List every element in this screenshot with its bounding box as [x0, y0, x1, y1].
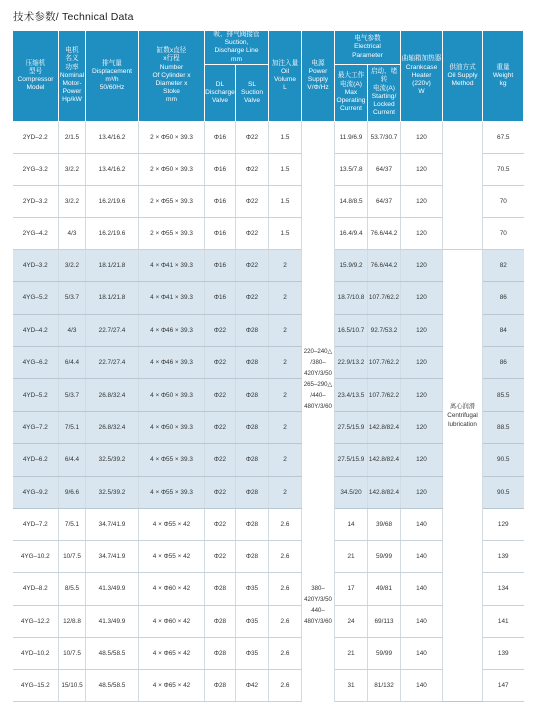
cell-heater: 120	[401, 444, 443, 476]
cell-locked-current: 69/113	[368, 605, 401, 637]
header-line: Diameter x	[155, 80, 188, 87]
cell-heater: 140	[401, 573, 443, 605]
cell-max-current: 11.9/6.9	[335, 121, 368, 153]
header-line: 最大工作	[337, 72, 365, 80]
cell-heater: 120	[401, 314, 443, 346]
cell-dl: Φ22	[205, 379, 236, 411]
header-line: Number	[159, 63, 184, 71]
cell-model: 4YG–6.2	[13, 346, 59, 378]
cell-sl: Φ22	[236, 153, 269, 185]
cell-displacement: 13.4/16.2	[86, 153, 139, 185]
cell-sl: Φ22	[236, 249, 269, 281]
cell-oil-volume: 2.6	[269, 541, 302, 573]
cell-weight: 70	[483, 185, 524, 217]
cell-heater: 120	[401, 411, 443, 443]
cell-cylinder: 4 × Φ60 × 42	[139, 573, 205, 605]
cell-locked-current: 64/37	[368, 185, 401, 217]
cell-line: 480Y/3/60	[304, 402, 332, 410]
cell-dl: Φ28	[205, 669, 236, 701]
header-line: 缸数x直径	[156, 47, 187, 55]
cell-weight: 70	[483, 217, 524, 249]
cell-dl: Φ22	[205, 346, 236, 378]
cell-oil-volume: 1.5	[269, 185, 302, 217]
cell-displacement: 18.1/21.8	[86, 249, 139, 281]
header-line: Suction,	[224, 39, 249, 47]
cell-cylinder: 4 × Φ50 × 39.3	[139, 379, 205, 411]
header-line: Stoke	[163, 88, 180, 96]
cell-motor-power: 6/4.4	[59, 346, 86, 378]
cell-model: 4YD–8.2	[13, 573, 59, 605]
cell-oil-volume: 1.5	[269, 121, 302, 153]
cell-model: 2YD–2.2	[13, 121, 59, 153]
cell-motor-power: 6/4.4	[59, 444, 86, 476]
header-line: 启动、堵转	[370, 68, 398, 84]
cell-cylinder: 4 × Φ55 × 39.3	[139, 444, 205, 476]
cell-cylinder: 4 × Φ50 × 39.3	[139, 411, 205, 443]
cell-line: Centrifugal	[447, 411, 478, 419]
header-line: 功率	[65, 63, 79, 71]
cell-oil-volume: 2	[269, 444, 302, 476]
header-line: 曲轴箱加热器	[401, 55, 442, 63]
cell-model: 4YG–9.2	[13, 476, 59, 508]
cell-heater: 120	[401, 379, 443, 411]
cell-oil-volume: 2.6	[269, 669, 302, 701]
header-line: 电气参数	[354, 35, 381, 43]
cell-cylinder: 4 × Φ55 × 39.3	[139, 476, 205, 508]
cell-motor-power: 7/5.1	[59, 411, 86, 443]
header-line: L	[283, 84, 287, 92]
header-line: Valve	[243, 96, 260, 104]
header-line: Discharge	[205, 88, 235, 96]
cell-weight: 84	[483, 314, 524, 346]
cell-cylinder: 4 × Φ65 × 42	[139, 637, 205, 669]
cell-weight: 139	[483, 541, 524, 573]
cell-cylinder: 4 × Φ41 × 39.3	[139, 249, 205, 281]
cell-sl: Φ28	[236, 444, 269, 476]
cell-max-current: 15.9/9.2	[335, 249, 368, 281]
cell-cylinder: 4 × Φ55 × 42	[139, 541, 205, 573]
cell-max-current: 16.4/9.4	[335, 217, 368, 249]
cell-weight: 139	[483, 637, 524, 669]
cell-model: 4YG–5.2	[13, 282, 59, 314]
cell-locked-current: 76.6/44.2	[368, 249, 401, 281]
cell-dl: Φ16	[205, 153, 236, 185]
cell-dl: Φ16	[205, 121, 236, 153]
cell-model: 4YG–7.2	[13, 411, 59, 443]
page-title: 技术参数/ Technical Data	[13, 11, 134, 23]
cell-sl: Φ22	[236, 282, 269, 314]
cell-line: 420Y/3/50	[304, 596, 332, 603]
cell-weight: 147	[483, 669, 524, 701]
cell-displacement: 18.1/21.8	[86, 282, 139, 314]
cell-sl: Φ28	[236, 541, 269, 573]
cell-sl: Φ42	[236, 669, 269, 701]
header-line: Nominal	[59, 71, 85, 79]
cell-displacement: 22.7/27.4	[86, 346, 139, 378]
header-line: 名义	[65, 55, 79, 63]
header-line: Compressor	[17, 75, 54, 83]
cell-motor-power: 4/3	[59, 217, 86, 249]
header-electrical	[335, 31, 401, 65]
cell-locked-current: 142.8/82.4	[368, 444, 401, 476]
cell-sl: Φ28	[236, 379, 269, 411]
cell-displacement: 48.5/58.5	[86, 637, 139, 669]
header-line: 电流(A)	[340, 80, 362, 88]
cell-cylinder: 4 × Φ60 × 42	[139, 605, 205, 637]
cell-sl: Φ28	[236, 476, 269, 508]
cell-sl: Φ28	[236, 346, 269, 378]
header-line: Weight	[492, 71, 514, 79]
header-line: Motor-	[62, 80, 82, 87]
cell-weight: 70.5	[483, 153, 524, 185]
header-line: Heater	[411, 71, 432, 79]
cell-locked-current: 59/99	[368, 637, 401, 669]
cell-oil-volume: 2	[269, 346, 302, 378]
table-row	[13, 249, 524, 281]
cell-model: 2YG–4.2	[13, 217, 59, 249]
cell-heater: 120	[401, 346, 443, 378]
cell-dl: Φ16	[205, 185, 236, 217]
cell-cylinder: 4 × Φ65 × 42	[139, 669, 205, 701]
cell-max-current: 14.8/8.5	[335, 185, 368, 217]
cell-line: lubrication	[448, 420, 477, 428]
header-line: 电机	[65, 47, 79, 55]
cell-cylinder: 2 × Φ55 × 39.3	[139, 185, 205, 217]
cell-heater: 120	[401, 185, 443, 217]
cell-model: 4YD–6.2	[13, 444, 59, 476]
cell-displacement: 16.2/19.6	[86, 217, 139, 249]
cell-heater: 120	[401, 282, 443, 314]
cell-motor-power: 10/7.5	[59, 637, 86, 669]
cell-max-current: 17	[335, 573, 368, 605]
cell-max-current: 31	[335, 669, 368, 701]
cell-max-current: 24	[335, 605, 368, 637]
header-line: kg	[499, 80, 507, 87]
cell-motor-power: 8/5.5	[59, 573, 86, 605]
cell-heater: 140	[401, 637, 443, 669]
header-line: Current	[373, 109, 395, 117]
cell-weight: 129	[483, 508, 524, 540]
cell-sl: Φ22	[236, 217, 269, 249]
cell-heater: 140	[401, 541, 443, 573]
technical-data-table	[12, 30, 524, 702]
header-line: 供油方式	[449, 63, 476, 71]
cell-motor-power: 3/2.2	[59, 153, 86, 185]
header-line: (220v)	[412, 80, 431, 87]
cell-power-supply	[302, 508, 335, 701]
cell-heater: 140	[401, 669, 443, 701]
header-line: Method	[451, 80, 474, 87]
cell-dl: Φ16	[205, 217, 236, 249]
header-suction-discharge	[205, 31, 269, 65]
cell-cylinder: 4 × Φ41 × 39.3	[139, 282, 205, 314]
cell-displacement: 16.2/19.6	[86, 185, 139, 217]
cell-max-current: 34.5/20	[335, 476, 368, 508]
cell-motor-power: 9/6.6	[59, 476, 86, 508]
header-line: 压缩机	[25, 59, 46, 67]
cell-max-current: 21	[335, 541, 368, 573]
header-line: 50/60Hz	[99, 84, 125, 92]
header-line: Crankcase	[405, 63, 438, 71]
cell-sl: Φ35	[236, 573, 269, 605]
cell-motor-power: 5/3.7	[59, 282, 86, 314]
cell-sl: Φ35	[236, 637, 269, 669]
header-line: V/Φ/Hz	[307, 84, 329, 92]
header-dl	[205, 64, 236, 121]
cell-line: 265–290△	[303, 380, 333, 388]
cell-heater: 140	[401, 508, 443, 540]
cell-model: 4YD–10.2	[13, 637, 59, 669]
cell-locked-current: 39/68	[368, 508, 401, 540]
header-sl	[236, 64, 269, 121]
cell-locked-current: 107.7/62.2	[368, 379, 401, 411]
cell-cylinder: 2 × Φ55 × 39.3	[139, 217, 205, 249]
cell-weight: 86	[483, 346, 524, 378]
cell-dl: Φ16	[205, 249, 236, 281]
cell-oil-volume: 2.6	[269, 573, 302, 605]
cell-sl: Φ35	[236, 605, 269, 637]
cell-displacement: 32.5/39.2	[86, 476, 139, 508]
cell-oil-volume: 2	[269, 282, 302, 314]
cell-dl: Φ22	[205, 541, 236, 573]
header-line: Hp/kW	[62, 96, 82, 104]
cell-motor-power: 10/7.5	[59, 541, 86, 573]
header-line: 加注入量	[271, 59, 299, 67]
header-line: Oil Supply	[447, 71, 478, 79]
header-displacement	[86, 31, 139, 122]
cell-model: 4YD–4.2	[13, 314, 59, 346]
cell-dl: Φ16	[205, 282, 236, 314]
cell-cylinder: 4 × Φ46 × 39.3	[139, 346, 205, 378]
cell-locked-current: 142.8/82.4	[368, 411, 401, 443]
cell-weight: 134	[483, 573, 524, 605]
cell-displacement: 34.7/41.9	[86, 508, 139, 540]
cell-dl: Φ22	[205, 476, 236, 508]
header-line: Locked	[373, 101, 395, 109]
cell-oil-volume: 1.5	[269, 217, 302, 249]
cell-power-supply	[302, 121, 335, 249]
cell-weight: 67.5	[483, 121, 524, 153]
cell-heater: 120	[401, 217, 443, 249]
cell-max-current: 16.5/10.7	[335, 314, 368, 346]
cell-heater: 120	[401, 153, 443, 185]
header-oil-method	[443, 31, 483, 122]
cell-model: 4YG–12.2	[13, 605, 59, 637]
cell-max-current: 13.5/7.8	[335, 153, 368, 185]
cell-motor-power: 3/2.2	[59, 249, 86, 281]
cell-sl: Φ28	[236, 411, 269, 443]
cell-cylinder: 4 × Φ46 × 39.3	[139, 314, 205, 346]
header-model	[13, 31, 59, 122]
header-power-supply	[302, 31, 335, 122]
cell-oil-volume: 1.5	[269, 153, 302, 185]
header-line: W	[418, 88, 425, 96]
cell-dl: Φ22	[205, 444, 236, 476]
cell-oil-method	[443, 121, 483, 249]
cell-line: 420Y/3/50	[304, 369, 332, 377]
cell-displacement: 26.8/32.4	[86, 379, 139, 411]
cell-dl: Φ22	[205, 314, 236, 346]
cell-line: 380–	[311, 585, 325, 592]
cell-sl: Φ22	[236, 185, 269, 217]
cell-oil-volume: 2	[269, 476, 302, 508]
cell-displacement: 22.7/27.4	[86, 314, 139, 346]
cell-cylinder: 4 × Φ55 × 42	[139, 508, 205, 540]
cell-model: 4YD–3.2	[13, 249, 59, 281]
cell-max-current: 27.5/15.9	[335, 411, 368, 443]
cell-model: 4YD–7.2	[13, 508, 59, 540]
cell-locked-current: 59/99	[368, 541, 401, 573]
header-max-current	[335, 64, 368, 121]
cell-max-current: 18.7/10.8	[335, 282, 368, 314]
cell-max-current: 23.4/13.5	[335, 379, 368, 411]
cell-motor-power: 4/3	[59, 314, 86, 346]
header-line: Model	[26, 84, 45, 92]
cell-weight: 82	[483, 249, 524, 281]
cell-weight: 85.5	[483, 379, 524, 411]
header-line: Operating	[336, 96, 366, 104]
cell-locked-current: 49/81	[368, 573, 401, 605]
cell-weight: 88.5	[483, 411, 524, 443]
header-line: Supply	[307, 75, 329, 83]
header-line: SL	[247, 80, 257, 88]
cell-displacement: 34.7/41.9	[86, 541, 139, 573]
header-line: mm	[231, 55, 242, 63]
cell-line: 480Y/3/60	[304, 618, 332, 625]
cell-model: 2YD–3.2	[13, 185, 59, 217]
header-line: Power	[62, 88, 82, 96]
header-line: Parameter	[352, 51, 383, 59]
cell-locked-current: 92.7/53.2	[368, 314, 401, 346]
header-line: Volume	[274, 75, 296, 83]
cell-locked-current: 64/37	[368, 153, 401, 185]
header-line: DL	[215, 80, 225, 88]
table-row	[13, 121, 524, 153]
cell-oil-volume: 2	[269, 249, 302, 281]
header-locked-current	[368, 64, 401, 121]
header-line: Current	[340, 105, 362, 113]
cell-dl: Φ28	[205, 605, 236, 637]
cell-line: 离心润滑	[449, 402, 476, 410]
header-line: Max	[344, 88, 358, 96]
cell-oil-volume: 2.6	[269, 508, 302, 540]
cell-max-current: 21	[335, 637, 368, 669]
cell-locked-current: 53.7/30.7	[368, 121, 401, 153]
cell-motor-power: 12/8.8	[59, 605, 86, 637]
header-line: 电源	[311, 59, 325, 67]
header-line: Power	[308, 67, 328, 75]
cell-dl: Φ28	[205, 573, 236, 605]
cell-locked-current: 81/132	[368, 669, 401, 701]
header-cylinder	[139, 31, 205, 122]
header-line: Discharge Line	[214, 47, 259, 55]
cell-displacement: 48.5/58.5	[86, 669, 139, 701]
cell-max-current: 14	[335, 508, 368, 540]
header-line: 重量	[496, 63, 510, 71]
cell-oil-volume: 2	[269, 379, 302, 411]
header-line: Of Cylinder x	[152, 71, 191, 79]
header-line: Oil	[280, 67, 290, 75]
cell-motor-power: 5/3.7	[59, 379, 86, 411]
cell-displacement: 13.4/16.2	[86, 121, 139, 153]
cell-heater: 120	[401, 476, 443, 508]
header-line: 吸、排气阀接管	[213, 31, 260, 38]
cell-model: 4YG–15.2	[13, 669, 59, 701]
cell-weight: 90.5	[483, 476, 524, 508]
header-line: mm	[166, 96, 177, 104]
cell-weight: 86	[483, 282, 524, 314]
header-oil-volume	[269, 31, 302, 122]
header-heater	[401, 31, 443, 122]
header-line: Starting/	[371, 92, 397, 100]
cell-motor-power: 3/2.2	[59, 185, 86, 217]
cell-model: 2YG–3.2	[13, 153, 59, 185]
cell-locked-current: 107.7/62.2	[368, 346, 401, 378]
cell-oil-volume: 2	[269, 314, 302, 346]
cell-oil-volume: 2	[269, 411, 302, 443]
cell-line: 440–	[311, 607, 325, 614]
cell-oil-volume: 2.6	[269, 605, 302, 637]
cell-motor-power: 15/10.5	[59, 669, 86, 701]
cell-locked-current: 107.7/62.2	[368, 282, 401, 314]
cell-dl: Φ28	[205, 637, 236, 669]
cell-displacement: 41.3/49.9	[86, 573, 139, 605]
header-line: Valve	[211, 96, 228, 104]
header-weight	[483, 31, 524, 122]
cell-dl: Φ22	[205, 411, 236, 443]
header-line: m³/h	[105, 75, 119, 83]
header-motor-power	[59, 31, 86, 122]
cell-displacement: 26.8/32.4	[86, 411, 139, 443]
cell-max-current: 22.9/13.2	[335, 346, 368, 378]
cell-cylinder: 2 × Φ50 × 39.3	[139, 153, 205, 185]
cell-oil-method	[443, 249, 483, 701]
cell-oil-volume: 2.6	[269, 637, 302, 669]
header-line: 电流(A)	[373, 84, 395, 92]
cell-dl: Φ22	[205, 508, 236, 540]
cell-model: 4YG–10.2	[13, 541, 59, 573]
cell-motor-power: 7/5.1	[59, 508, 86, 540]
cell-locked-current: 76.6/44.2	[368, 217, 401, 249]
cell-sl: Φ28	[236, 314, 269, 346]
cell-locked-current: 142.8/82.4	[368, 476, 401, 508]
cell-weight: 141	[483, 605, 524, 637]
cell-weight: 90.5	[483, 444, 524, 476]
cell-heater: 140	[401, 605, 443, 637]
cell-cylinder: 2 × Φ50 × 39.3	[139, 121, 205, 153]
cell-heater: 120	[401, 249, 443, 281]
cell-line: 220–240△	[303, 347, 333, 355]
header-line: 型号	[28, 67, 43, 75]
header-line: Displacement	[92, 67, 132, 75]
header-line: Suction	[241, 88, 263, 96]
cell-heater: 120	[401, 121, 443, 153]
cell-line: /380–	[310, 358, 326, 366]
cell-motor-power: 2/1.5	[59, 121, 86, 153]
header-line: Electrical	[354, 43, 381, 51]
cell-displacement: 41.3/49.9	[86, 605, 139, 637]
cell-power-supply	[302, 249, 335, 508]
header-line: 排气量	[102, 59, 122, 67]
cell-sl: Φ28	[236, 508, 269, 540]
cell-model: 4YD–5.2	[13, 379, 59, 411]
cell-displacement: 32.5/39.2	[86, 444, 139, 476]
header-line: x行程	[163, 55, 180, 63]
cell-line: /440–	[310, 391, 326, 399]
cell-max-current: 27.5/15.9	[335, 444, 368, 476]
cell-sl: Φ22	[236, 121, 269, 153]
